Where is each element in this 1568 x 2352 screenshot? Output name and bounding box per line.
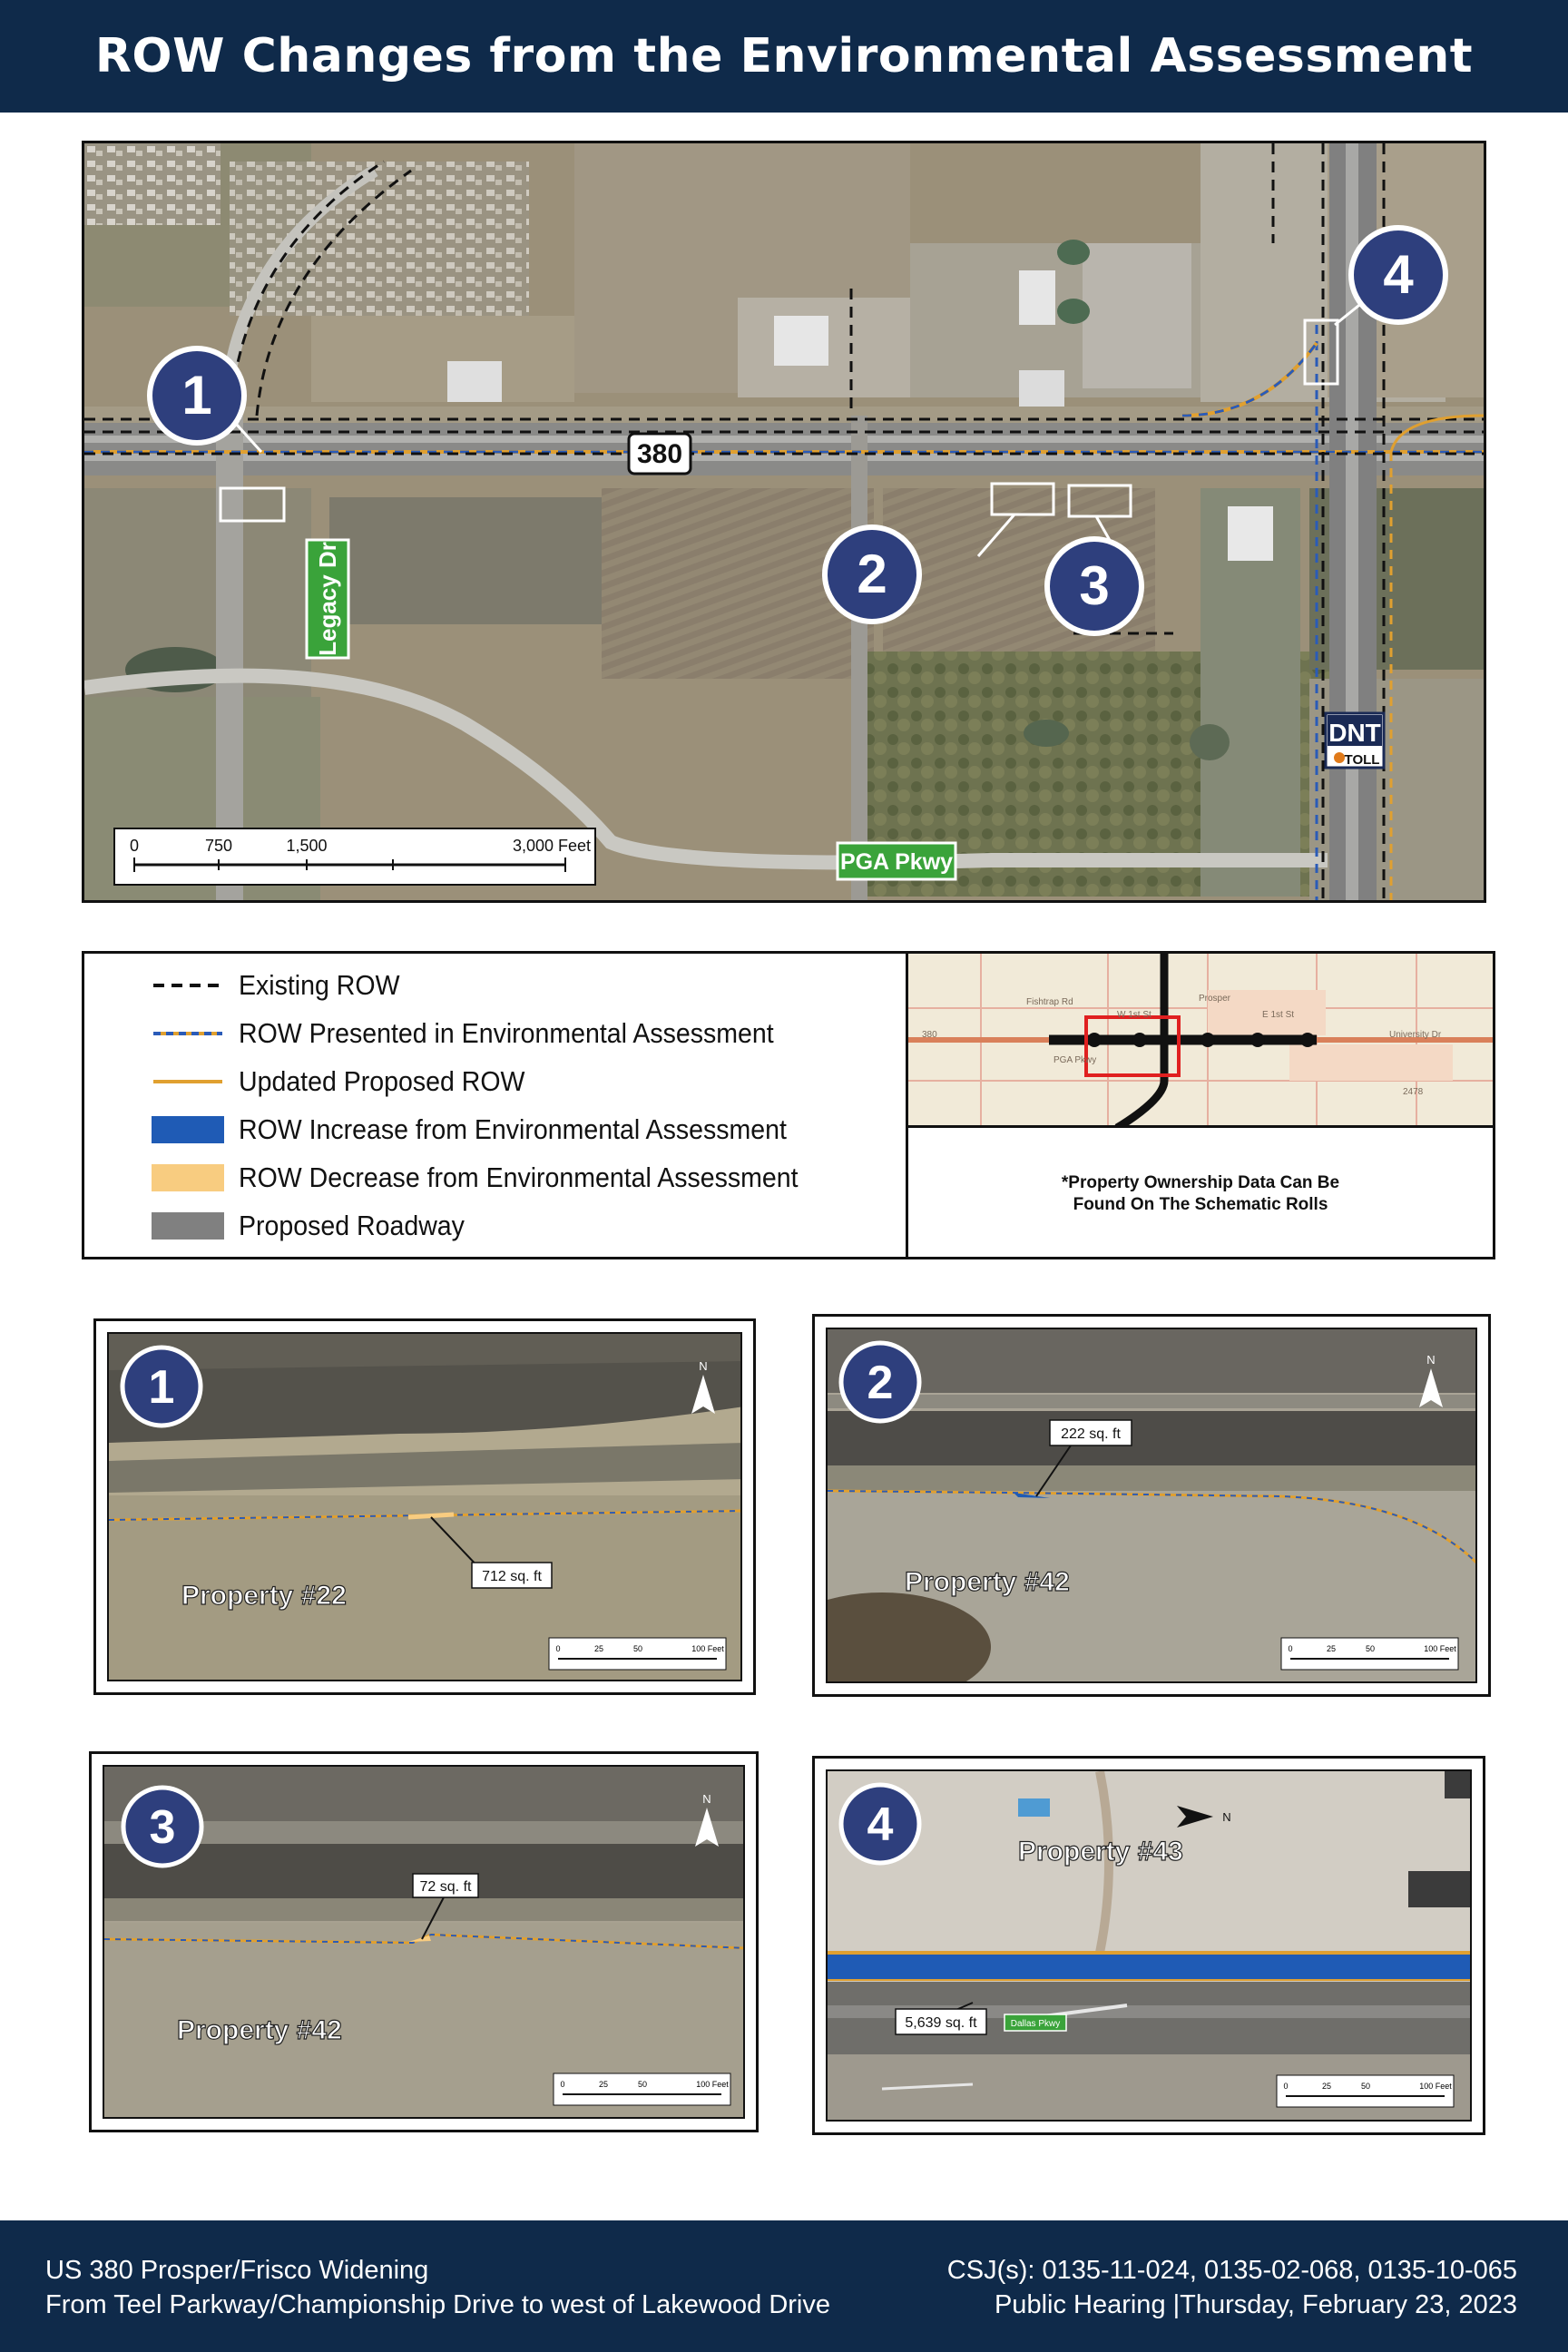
svg-text:N: N xyxy=(1222,1810,1231,1824)
svg-text:25: 25 xyxy=(593,1644,604,1653)
blue-orange-dashed-line-icon xyxy=(152,1020,224,1047)
callout-3[interactable] xyxy=(1047,539,1142,633)
detail-number-2 xyxy=(841,1343,919,1421)
locator-map[interactable] xyxy=(908,954,1493,1128)
scale-bar xyxy=(114,828,595,885)
svg-text:1,500: 1,500 xyxy=(286,837,328,855)
area-label-4 xyxy=(896,2009,986,2034)
svg-text:4: 4 xyxy=(867,1798,894,1851)
legend-item-proposed-roadway: Proposed Roadway xyxy=(152,1205,485,1247)
callout-4[interactable] xyxy=(1351,228,1446,322)
svg-text:N: N xyxy=(1426,1353,1436,1367)
callout-1[interactable] xyxy=(150,348,244,443)
svg-text:100 Feet: 100 Feet xyxy=(1424,1644,1456,1653)
detail-number-1 xyxy=(122,1348,201,1426)
scale-bar-1 xyxy=(549,1638,726,1670)
svg-text:3: 3 xyxy=(149,1801,176,1854)
overview-map-canvas xyxy=(84,143,1484,900)
svg-text:2478: 2478 xyxy=(1403,1087,1424,1097)
svg-text:2: 2 xyxy=(867,1357,894,1409)
svg-text:Fishtrap Rd: Fishtrap Rd xyxy=(1026,997,1073,1007)
gray-fill-swatch-icon xyxy=(152,1212,224,1240)
svg-text:University Dr: University Dr xyxy=(1389,1030,1442,1040)
svg-text:PGA Pkwy: PGA Pkwy xyxy=(1054,1055,1097,1065)
svg-text:Dallas Pkwy: Dallas Pkwy xyxy=(1010,2019,1061,2029)
svg-text:712 sq. ft: 712 sq. ft xyxy=(482,1569,542,1584)
area-label-2 xyxy=(1050,1420,1132,1446)
svg-text:4: 4 xyxy=(1383,244,1414,305)
detail-map-1[interactable] xyxy=(93,1318,756,1695)
project-name: US 380 Prosper/Frisco Widening xyxy=(45,2256,429,2285)
detail-map-2[interactable] xyxy=(812,1314,1491,1697)
row-increase-4 xyxy=(828,1953,1472,1980)
svg-text:100 Feet: 100 Feet xyxy=(691,1644,724,1653)
black-dashed-line-icon xyxy=(152,972,224,999)
svg-text:Prosper: Prosper xyxy=(1199,994,1231,1004)
svg-text:750: 750 xyxy=(204,837,233,855)
svg-text:100 Feet: 100 Feet xyxy=(696,2080,729,2089)
page-footer xyxy=(0,2220,1568,2352)
overview-map[interactable] xyxy=(82,141,1486,903)
svg-text:222 sq. ft: 222 sq. ft xyxy=(1061,1426,1121,1442)
svg-text:25: 25 xyxy=(1321,2082,1332,2091)
ownership-note: *Property Ownership Data Can Be Found On The Schematic Rolls xyxy=(1061,1173,1340,1214)
svg-text:W 1st St: W 1st St xyxy=(1117,1010,1152,1020)
svg-text:50: 50 xyxy=(1360,2082,1371,2091)
svg-text:50: 50 xyxy=(1365,1644,1376,1653)
dnt-toll-shield xyxy=(1326,713,1384,768)
legacy-dr-label xyxy=(307,540,348,658)
svg-text:50: 50 xyxy=(632,1644,643,1653)
svg-text:N: N xyxy=(702,1792,711,1806)
project-info xyxy=(45,2253,830,2322)
svg-text:380: 380 xyxy=(636,439,683,469)
legend-item-existing-row: Existing ROW xyxy=(152,965,414,1006)
svg-text:0: 0 xyxy=(560,2080,565,2089)
svg-text:0: 0 xyxy=(129,837,140,855)
svg-text:DNT: DNT xyxy=(1328,719,1381,747)
project-limits: From Teel Parkway/Championship Drive to west of Lakewood Drive xyxy=(45,2290,830,2319)
svg-text:25: 25 xyxy=(598,2080,609,2089)
svg-text:2: 2 xyxy=(857,544,887,604)
svg-text:25: 25 xyxy=(1326,1644,1337,1653)
svg-text:72 sq. ft: 72 sq. ft xyxy=(419,1879,472,1895)
dallas-pkwy-label xyxy=(1004,2014,1066,2031)
svg-text:3,000 Feet: 3,000 Feet xyxy=(512,837,592,855)
light-orange-fill-swatch-icon xyxy=(152,1164,224,1191)
scale-bar-3 xyxy=(554,2073,730,2105)
legend-list xyxy=(84,954,908,1257)
detail-number-4 xyxy=(841,1785,919,1863)
svg-text:380: 380 xyxy=(922,1030,937,1040)
pga-pkwy-label xyxy=(838,843,956,879)
property-label-3: Property #42 xyxy=(177,2015,342,2045)
csj-numbers: CSJ(s): 0135-11-024, 0135-02-068, 0135-10-065 xyxy=(946,2256,1517,2285)
svg-text:0: 0 xyxy=(1288,1644,1293,1653)
svg-text:E 1st St: E 1st St xyxy=(1262,1010,1295,1020)
detail-number-3 xyxy=(123,1788,201,1866)
legend-item-row-increase: ROW Increase from Environmental Assessment xyxy=(152,1109,834,1151)
area-label-3 xyxy=(413,1874,478,1897)
callout-2[interactable] xyxy=(825,527,919,622)
page-header xyxy=(0,0,1568,113)
svg-text:1: 1 xyxy=(148,1361,175,1414)
property-label-1: Property #22 xyxy=(181,1581,347,1611)
svg-text:1: 1 xyxy=(181,365,212,426)
legend-item-ea-row: ROW Presented in Environmental Assessment xyxy=(152,1013,820,1054)
svg-text:PGA Pkwy: PGA Pkwy xyxy=(839,849,954,875)
svg-text:50: 50 xyxy=(637,2080,648,2089)
detail-map-4[interactable] xyxy=(812,1756,1485,2135)
scale-bar-2 xyxy=(1281,1638,1458,1670)
svg-text:N: N xyxy=(699,1359,708,1373)
page-title: ROW Changes from the Environmental Assessment xyxy=(94,29,1474,83)
legend-right-panel xyxy=(908,954,1493,1257)
blue-fill-swatch-icon xyxy=(152,1116,224,1143)
orange-line-icon xyxy=(152,1068,224,1095)
svg-text:5,639 sq. ft: 5,639 sq. ft xyxy=(905,2015,977,2031)
map-legend xyxy=(82,951,1495,1259)
us-380-shield xyxy=(629,434,691,474)
legend-item-row-decrease: ROW Decrease from Environmental Assessment xyxy=(152,1157,847,1199)
svg-text:0: 0 xyxy=(1283,2082,1289,2091)
hearing-date: Public Hearing |Thursday, February 23, 2023 xyxy=(994,2290,1517,2319)
svg-text:Legacy Dr: Legacy Dr xyxy=(314,542,341,656)
legend-item-updated-row: Updated Proposed ROW xyxy=(152,1061,550,1102)
area-label-1 xyxy=(472,1563,552,1588)
svg-text:0: 0 xyxy=(555,1644,561,1653)
property-label-4: Property #43 xyxy=(1018,1837,1183,1867)
svg-text:100 Feet: 100 Feet xyxy=(1419,2082,1452,2091)
svg-text:TOLL: TOLL xyxy=(1344,752,1380,768)
neighborhood-area xyxy=(84,143,220,225)
svg-text:3: 3 xyxy=(1079,555,1110,616)
hearing-info xyxy=(947,2253,1517,2322)
scale-bar-4 xyxy=(1277,2075,1454,2107)
property-label-2: Property #42 xyxy=(905,1567,1070,1597)
detail-map-3[interactable] xyxy=(89,1751,759,2132)
